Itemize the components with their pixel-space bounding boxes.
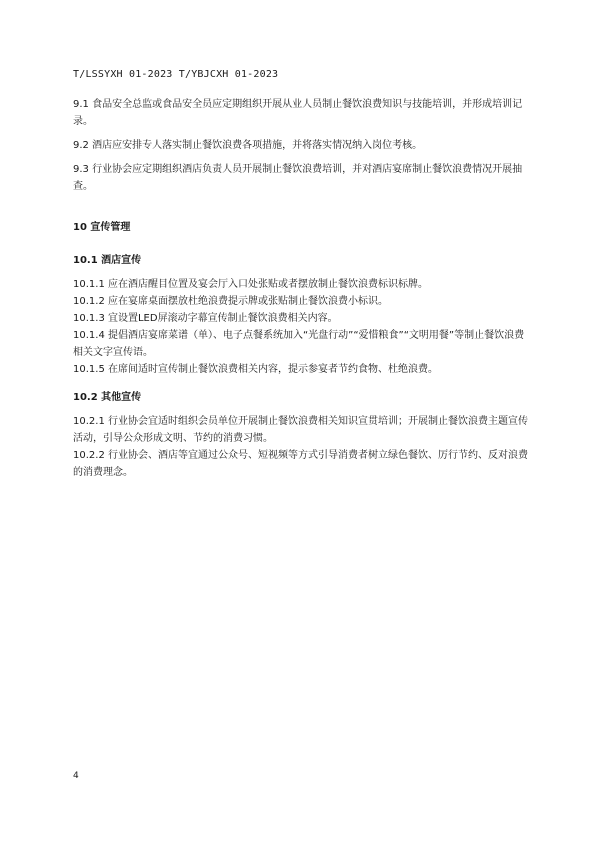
section-10-1-heading: 10.1 酒店宣传 — [73, 255, 142, 266]
clause-10-1-3: 10.1.3 宜设置LED屏滚动字幕宣传制止餐饮浪费相关内容。 — [73, 313, 338, 324]
clause-9-3: 9.3 行业协会应定期组织酒店负责人员开展制止餐饮浪费培训，并对酒店宴席制止餐饮浪费情况开展抽查。 — [73, 164, 523, 192]
clause-10-1-5: 10.1.5 在席间适时宣传制止餐饮浪费相关内容，提示参宴者节约食物、杜绝浪费。 — [73, 364, 438, 375]
clause-10-1-4: 10.1.4 提倡酒店宴席菜谱（单）、电子点餐系统加入“光盘行动”“爱惜粮食”“文明用餐”等制止餐饮浪费相关文字宣传语。 — [73, 330, 525, 358]
section-10-heading: 10 宣传管理 — [73, 222, 131, 233]
clause-10-2-2: 10.2.2 行业协会、酒店等宜通过公众号、短视频等方式引导消费者树立绿色餐饮、厉行节约、反对浪费的消费理念。 — [73, 450, 528, 478]
clause-9-1: 9.1 食品安全总监或食品安全员应定期组织开展从业人员制止餐饮浪费知识与技能培训，并形成培训记录。 — [73, 99, 523, 127]
clause-9-2: 9.2 酒店应安排专人落实制止餐饮浪费各项措施，并将落实情况纳入岗位考核。 — [73, 140, 423, 151]
document-header: T/LSSYXH 01-2023 T/YBJCXH 01-2023 — [73, 69, 279, 80]
clause-10-2-1: 10.2.1 行业协会宜适时组织会员单位开展制止餐饮浪费相关知识宣贯培训；开展制止餐饮浪费主题宣传活动，引导公众形成文明、节约的消费习惯。 — [73, 416, 528, 444]
clause-10-1-2: 10.1.2 应在宴席桌面摆放杜绝浪费提示牌或张贴制止餐饮浪费小标识。 — [73, 296, 388, 307]
section-10-2-heading: 10.2 其他宣传 — [73, 392, 142, 403]
document-body — [73, 96, 533, 481]
clause-10-1-1: 10.1.1 应在酒店醒目位置及宴会厅入口处张贴或者摆放制止餐饮浪费标识标牌。 — [73, 279, 428, 290]
page-number: 4 — [73, 771, 79, 781]
